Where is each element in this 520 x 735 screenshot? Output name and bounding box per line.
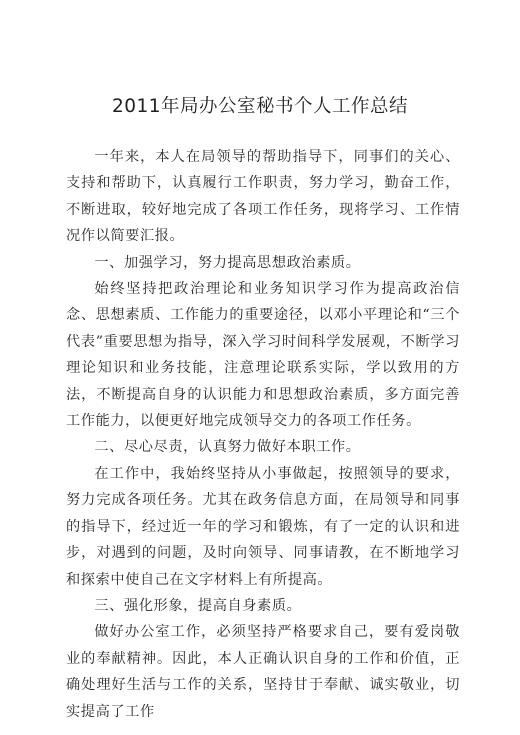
section-heading-3: 三、强化形象，提高自身素质。 xyxy=(94,597,302,614)
section-paragraph-3: 做好办公室工作，必须坚持严格要求自己，要有爱岗敬业的奉献精神。因此，本人正确认识自身的工作和价值，正确处理好生活与工作的关系，坚持甘于奉献、诚实敬业，切实提高了工作 xyxy=(66,624,460,720)
document-title: 2011年局办公室秘书个人工作总结 xyxy=(111,96,409,117)
document-body xyxy=(66,144,460,725)
intro-paragraph: 一年来，本人在局领导的帮助指导下，同事们的关心、支持和帮助下，认真履行工作职责，努力学习，勤奋工作，不断进取，较好地完成了各项工作任务，现将学习、工作情况作以简要汇报。 xyxy=(66,149,460,245)
section-heading-1: 一、加强学习，努力提高思想政治素质。 xyxy=(94,254,361,271)
section-paragraph-2: 在工作中，我始终坚持从小事做起，按照领导的要求，努力完成各项任务。尤其在政务信息方面，在局领导和同事的指导下，经过近一年的学习和锻炼，有了一定的认识和进步，对遇到的问题，及时向领导、同事请教，在不断地学习和探索中使自己在文字材料上有所提高。 xyxy=(66,465,460,588)
section-heading-2: 二、尽心尽责，认真努力做好本职工作。 xyxy=(94,439,361,456)
section-paragraph-1: 始终坚持把政治理论和业务知识学习作为提高政治信念、思想素质、工作能力的重要途径，以邓小平理论和“三个代表”重要思想为指导，深入学习时间科学发展观，不断学习理论知识和业务技能，注意理论联系实际，学以致用的方法，不断提高自身的认识能力和思想政治素质，多方面完善工作能力，以便更好地完成领导交力的各项工作任务。 xyxy=(66,281,460,430)
